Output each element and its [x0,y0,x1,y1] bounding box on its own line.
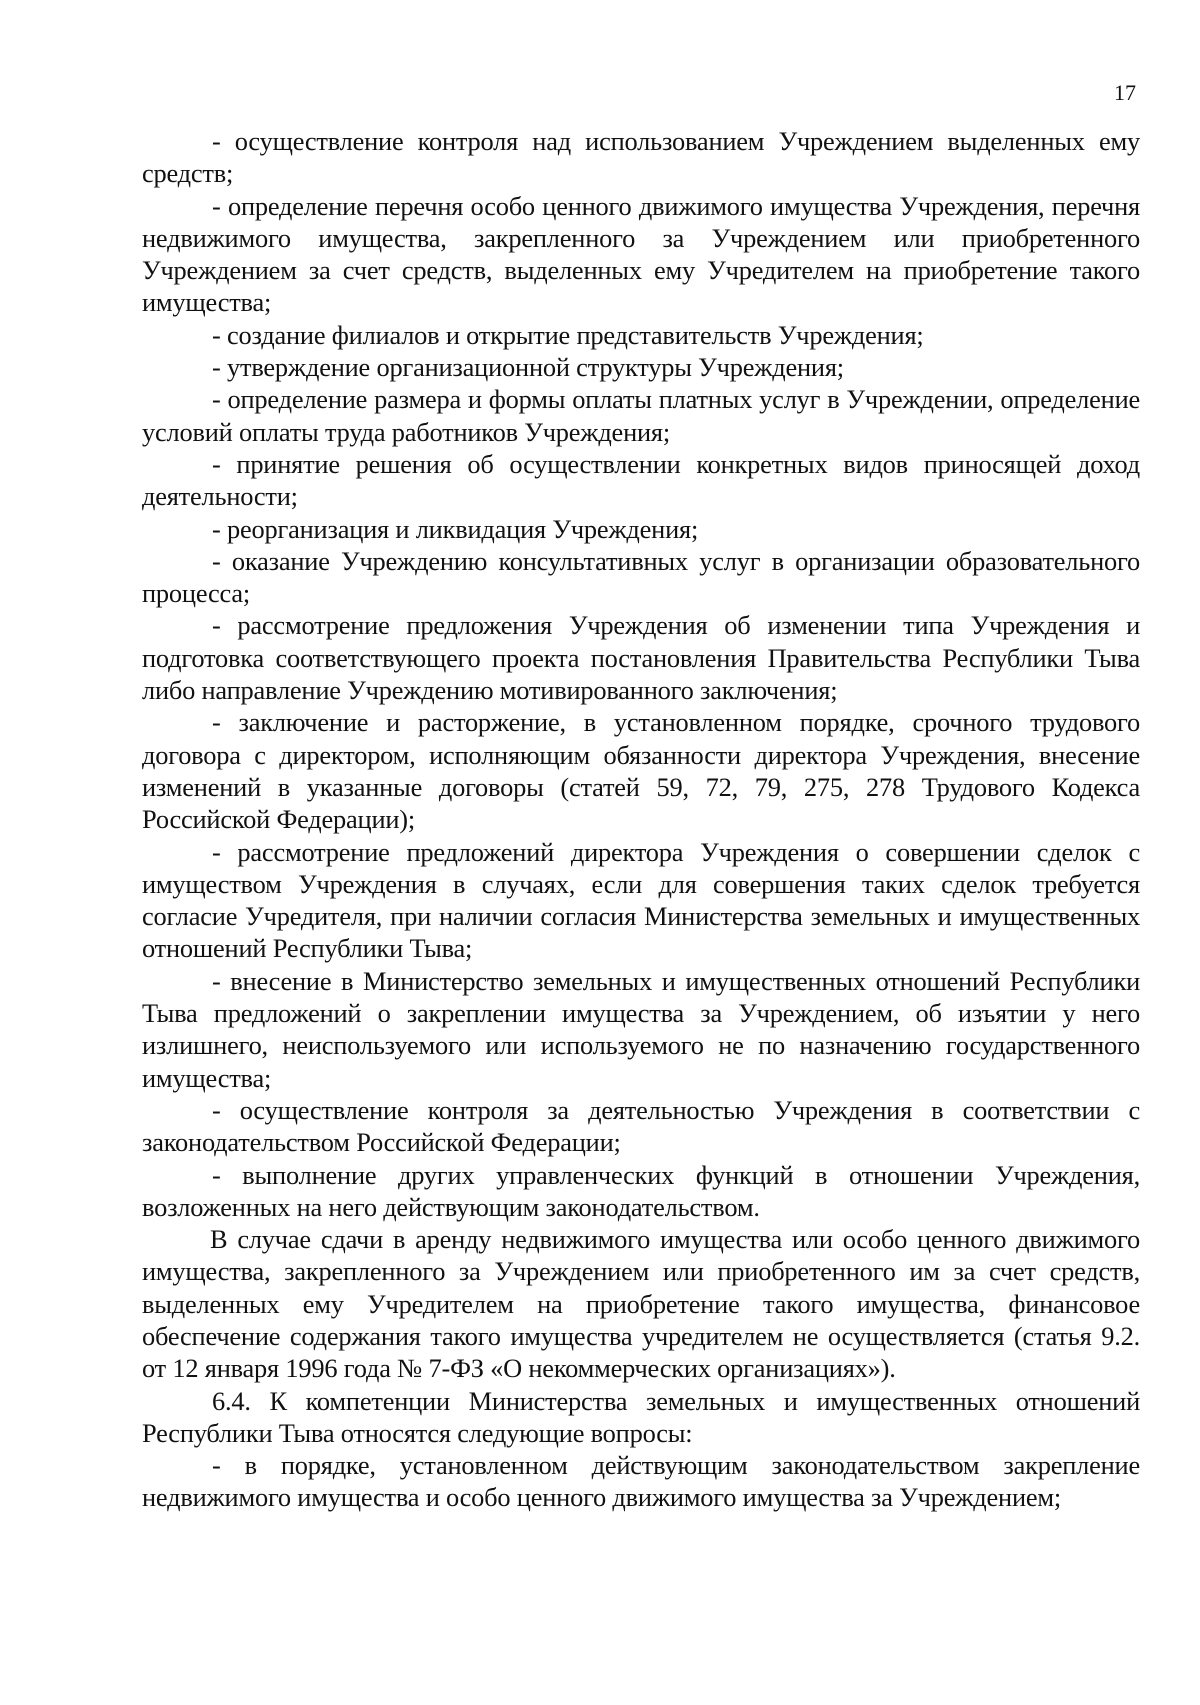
page-number: 17 [1114,80,1136,105]
paragraph-income-activity: - принятие решения об осуществлении конкретных видов приносящей доход деятельности; [142,448,1140,512]
paragraph-labor-contract: - заключение и расторжение, в установленном порядке, срочного трудового договора с директором, исполняющим обязанности директора Учреждения, внесение изменений в указанные договоры (статей 59, 72, 79, 275, 278 Трудового Кодекса Российской Федерации); [142,707,1140,835]
paragraph-deals: - рассмотрение предложений директора Учреждения о совершении сделок с имуществом Учреждения в случаях, если для совершения таких сделок требуется согласие Учредителя, при наличии согласия Министерства земельных и имущественных отношений Республики Тыва; [142,836,1140,964]
paragraph-reorganization: - реорганизация и ликвидация Учреждения; [212,513,699,544]
paragraph-property-list: - определение перечня особо ценного движимого имущества Учреждения, перечня недвижимого имущества, закрепленного за Учреждением или приобретенного Учреждением за счет средств, выделенных ему Учредителем на приобретение такого имущества; [142,190,1140,318]
paragraph-branches: - создание филиалов и открытие представительств Учреждения; [212,319,924,350]
paragraph-property-proposals: - внесение в Министерство земельных и имущественных отношений Республики Тыва предложений о закреплении имущества за Учреждением, об изъятии у него излишнего, неиспользуемого или используемого не по назначению государственного имущества; [142,965,1140,1093]
paragraph-org-structure: - утверждение организационной структуры Учреждения; [212,352,844,383]
paragraph-paid-services: - определение размера и формы оплаты платных услуг в Учреждении, определение условий оплаты труда работников Учреждения; [142,384,1140,447]
paragraph-type-change: - рассмотрение предложения Учреждения об изменении типа Учреждения и подготовка соответствующего проекта постановления Правительства Республики Тыва либо направление Учреждению мотивированного заключения; [142,610,1140,706]
paragraph-property-assignment: - в порядке, установленном действующим законодательством закрепление недвижимого имущества и особо ценного движимого имущества за Учреждением; [142,1450,1140,1513]
paragraph-section-6-4: 6.4. К компетенции Министерства земельных и имущественных отношений Республики Тыва относятся следующие вопросы: [142,1385,1140,1448]
paragraph-control-funds: - осуществление контроля над использованием Учреждением выделенных ему средств; [142,126,1140,189]
paragraph-activity-control: - осуществление контроля за деятельностью Учреждения в соответствии с законодательством Российской Федерации; [142,1094,1140,1158]
document-body [142,125,1140,1514]
paragraph-other-functions: - выполнение других управленческих функций в отношении Учреждения, возложенных на него действующим законодательством. [142,1159,1140,1222]
paragraph-lease-case: В случае сдачи в аренду недвижимого имущества или особо ценного движимого имущества, закрепленного за Учреждением или приобретенного им за счет средств, выделенных ему Учредителем на приобретение такого имущества, финансовое обеспечение содержания такого имущества учредителем не осуществляется (статья 9.2. от 12 января 1996 года № 7-ФЗ «О некоммерческих организациях»). [142,1224,1140,1384]
paragraph-consulting: - оказание Учреждению консультативных услуг в организации образовательного процесса; [142,545,1140,609]
